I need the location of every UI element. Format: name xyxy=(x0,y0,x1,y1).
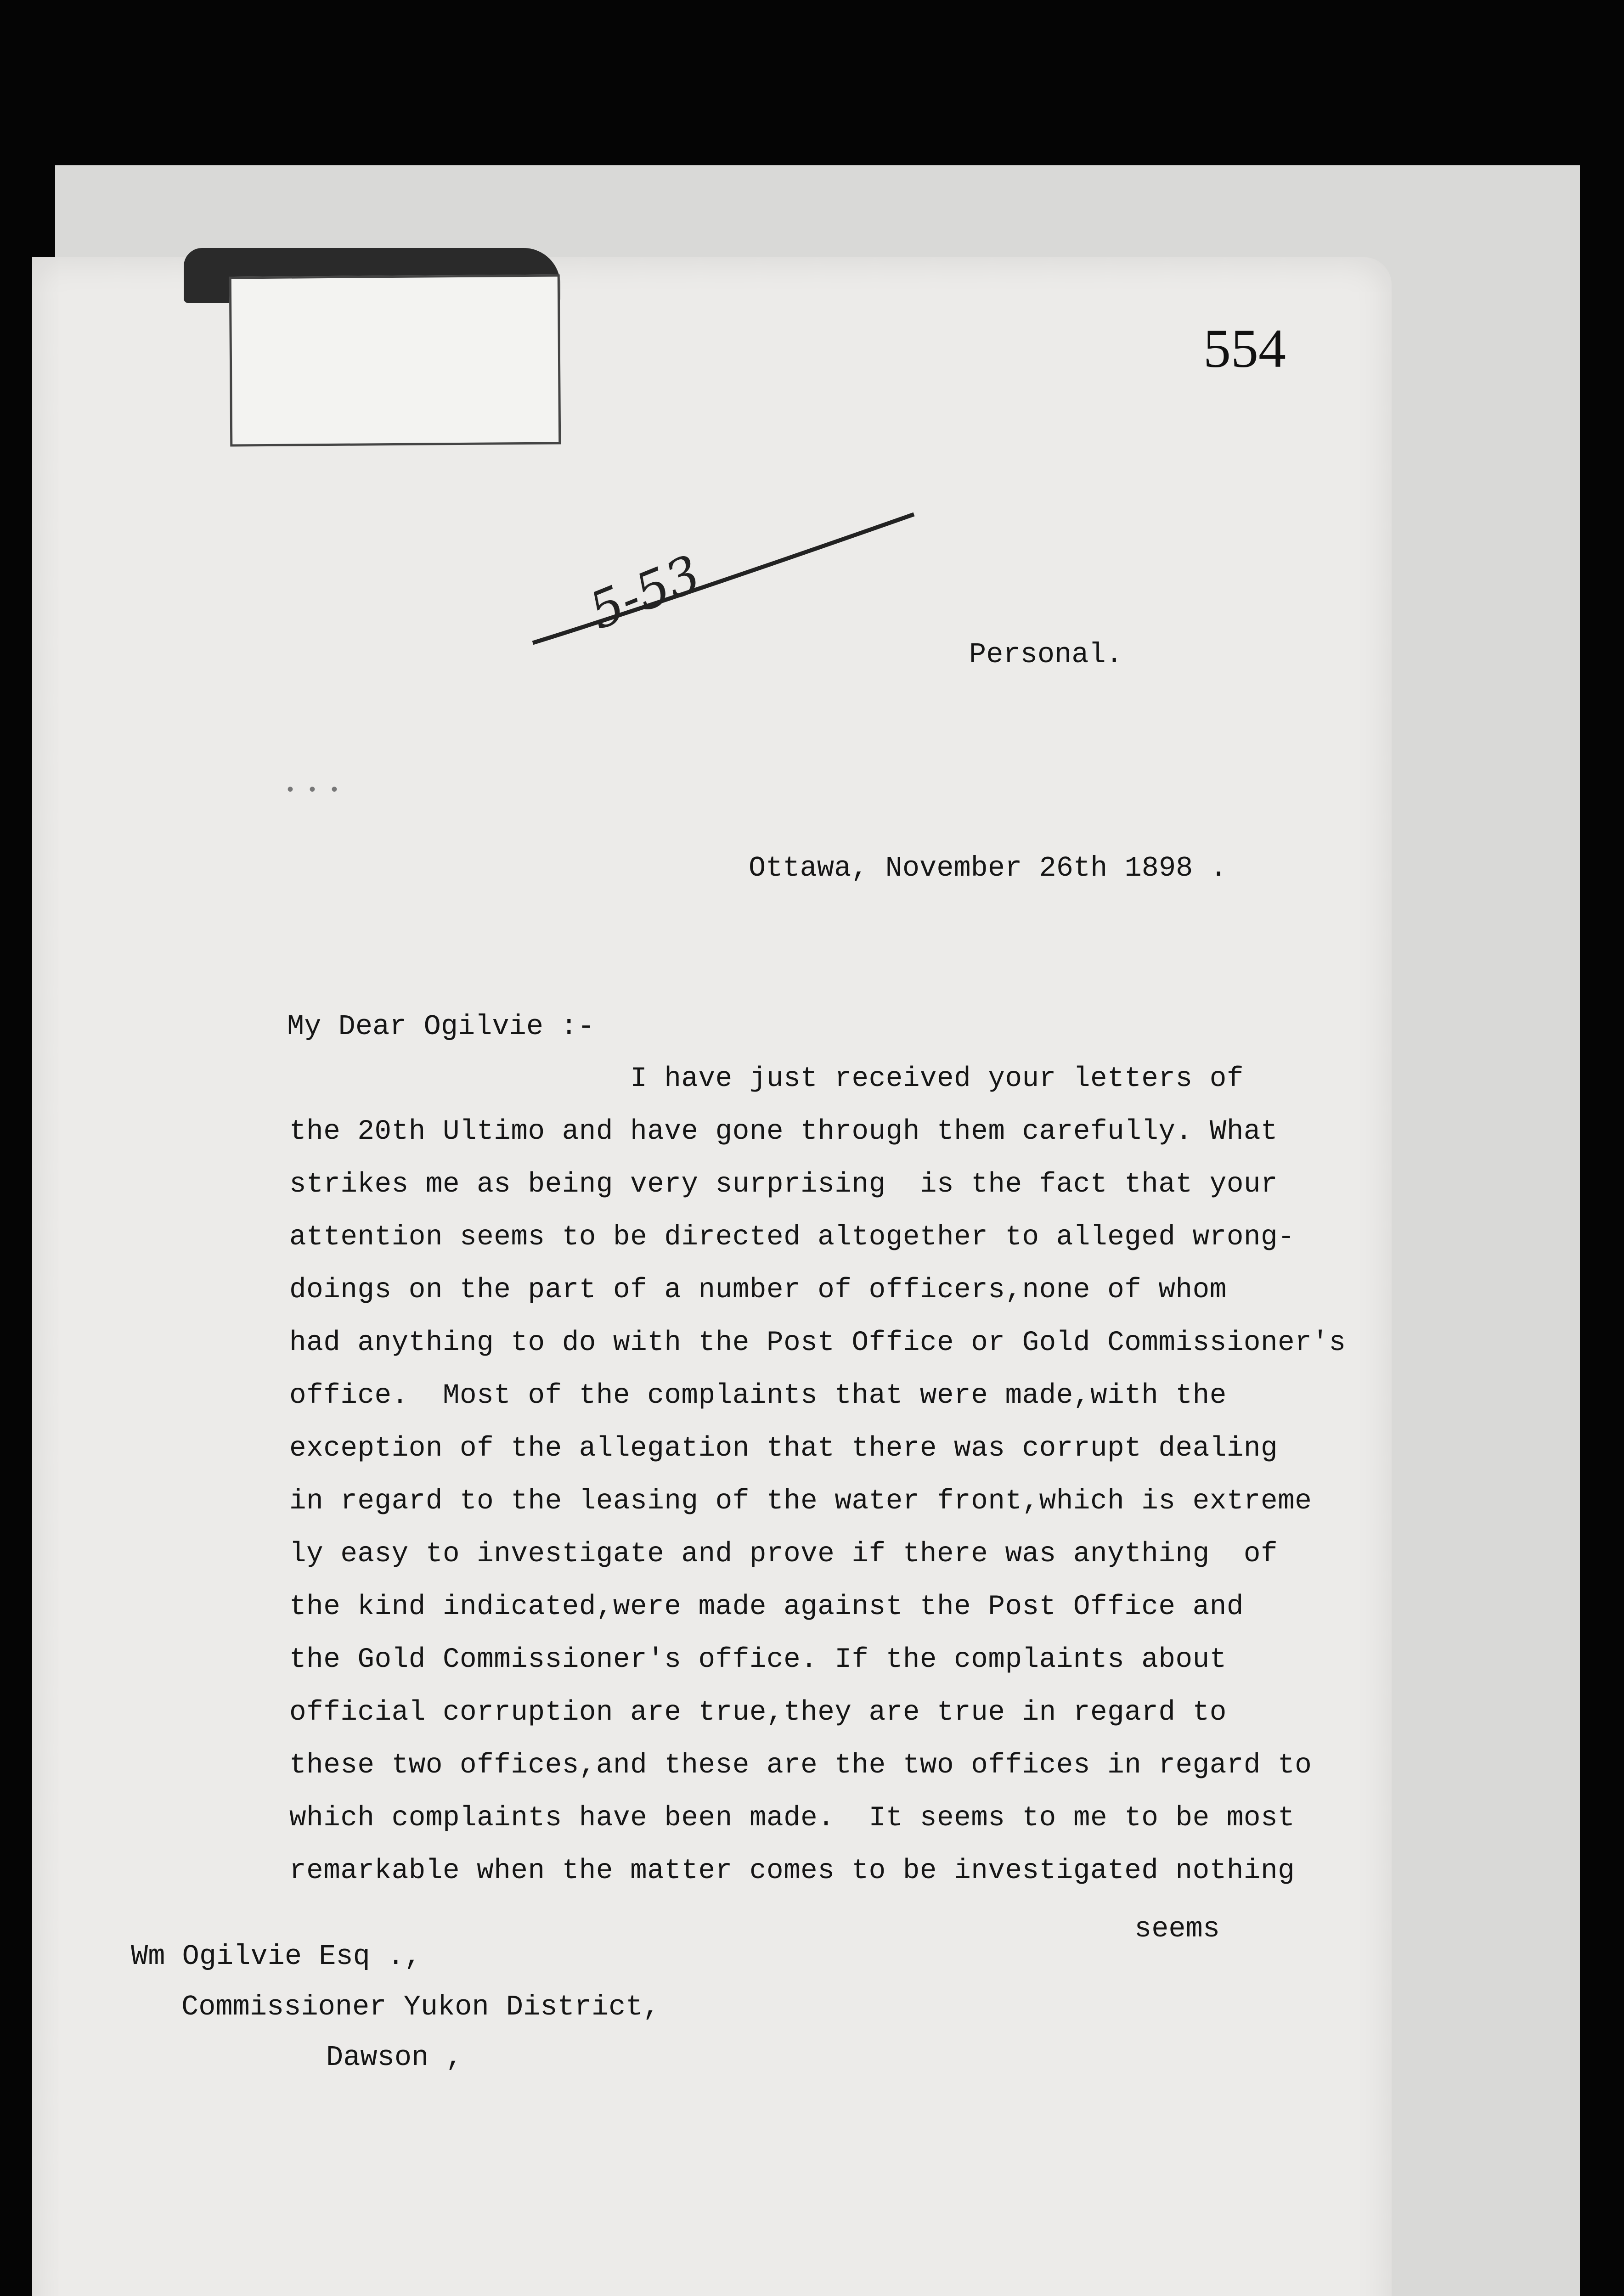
body-line: ly easy to investigate and prove if there was anything of xyxy=(289,1538,1278,1570)
addressee-place: Dawson , xyxy=(326,2041,463,2074)
body-line: which complaints have been made. It seems to me to be most xyxy=(289,1802,1295,1834)
body-line: remarkable when the matter comes to be investigated nothing xyxy=(289,1855,1295,1887)
salutation: My Dear Ogilvie :- xyxy=(287,1010,595,1043)
pencil-file-reference xyxy=(528,510,919,652)
body-line: exception of the allegation that there was corrupt dealing xyxy=(289,1433,1278,1464)
body-line: the 20th Ultimo and have gone through them carefully. What xyxy=(289,1116,1278,1148)
dust-marks: • • • xyxy=(285,781,340,801)
addressee-title: Commissioner Yukon District, xyxy=(181,1991,660,2023)
body-line: official corruption are true,they are true in regard to xyxy=(289,1697,1227,1728)
catchword: seems xyxy=(1134,1913,1220,1945)
body-line: attention seems to be directed altogether to alleged wrong- xyxy=(289,1221,1295,1253)
pencil-stroke xyxy=(533,514,914,643)
body-line: the kind indicated,were made against the Post Office and xyxy=(289,1591,1244,1623)
body-line: these two offices,and these are the two offices in regard to xyxy=(289,1750,1312,1781)
body-line: had anything to do with the Post Office or Gold Commissioner's xyxy=(289,1327,1346,1359)
personal-marking: Personal. xyxy=(969,638,1123,671)
page-number-stamp: 554 xyxy=(1203,318,1286,379)
body-line: the Gold Commissioner's office. If the complaints about xyxy=(289,1644,1227,1676)
attached-slip xyxy=(229,274,561,446)
body-line: in regard to the leasing of the water front,which is extreme xyxy=(289,1486,1312,1517)
dateline: Ottawa, November 26th 1898 . xyxy=(749,852,1227,884)
addressee-name: Wm Ogilvie Esq ., xyxy=(131,1940,422,1973)
body-line: doings on the part of a number of officers,none of whom xyxy=(289,1274,1227,1306)
body-line: I have just received your letters of xyxy=(289,1063,1244,1095)
file-reference-text: 5-53 xyxy=(581,544,709,641)
body-line: office. Most of the complaints that were made,with the xyxy=(289,1380,1227,1412)
body-line: strikes me as being very surprising is the fact that your xyxy=(289,1169,1278,1200)
